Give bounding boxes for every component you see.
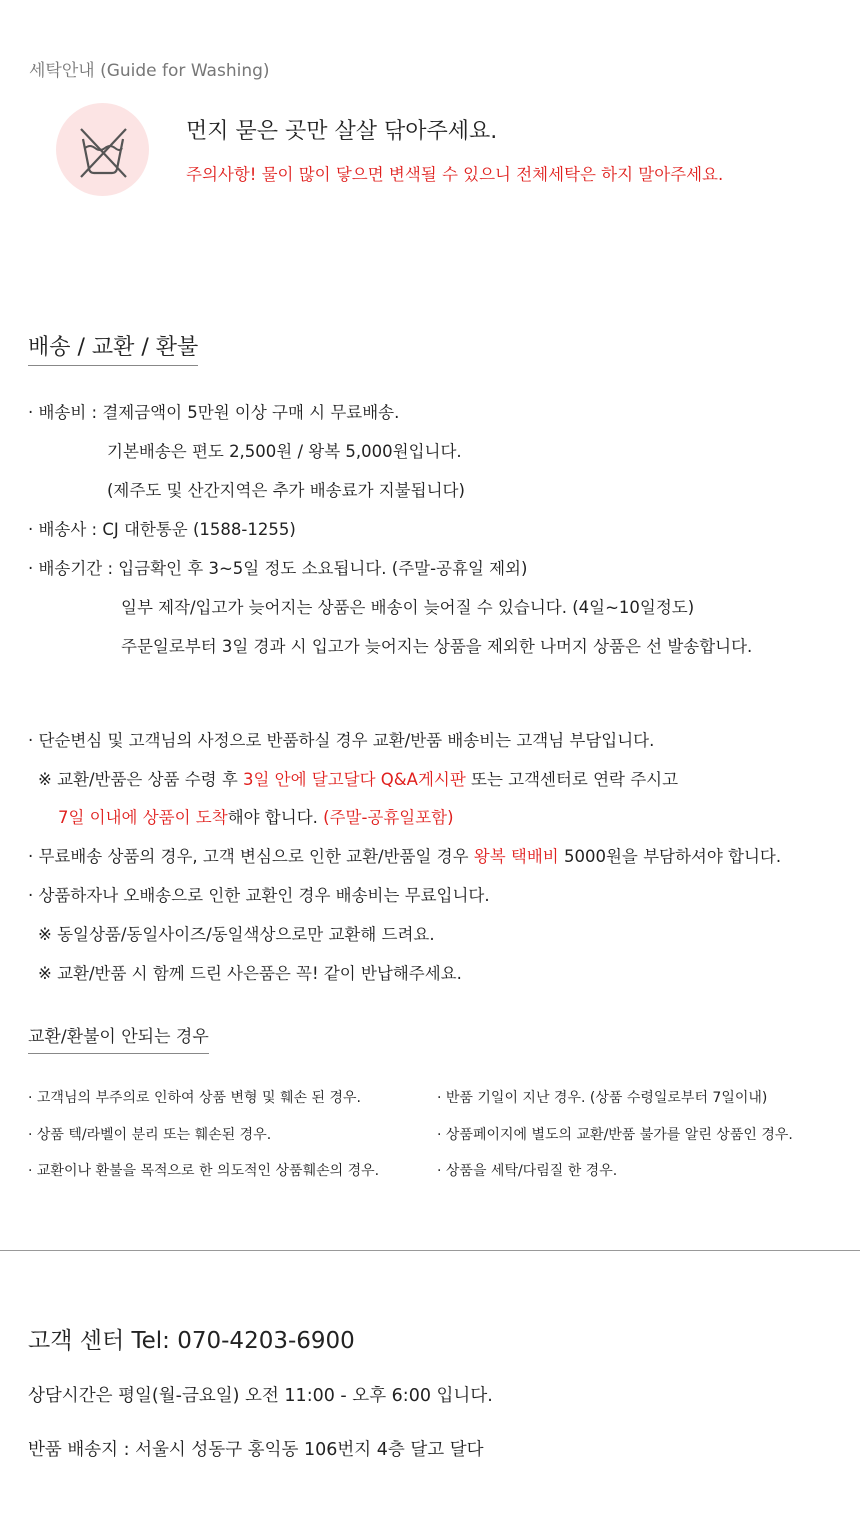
- customer-center-hours: 상담시간은 평일(월-금요일) 오전 11:00 - 오후 6:00 입니다.: [28, 1386, 493, 1406]
- shipping-fee-default: 기본배송은 편도 2,500원 / 왕복 5,000원입니다.: [107, 442, 462, 461]
- no-refund-heading: 교환/환불이 안되는 경우: [28, 1022, 209, 1054]
- shipping-period: · 배송기간 : 입금확인 후 3~5일 정도 소요됩니다. (주말-공휴일 제외): [28, 559, 528, 578]
- no-refund-item: · 반품 기일이 지난 경우. (상품 수령일로부터 7일이내): [437, 1090, 768, 1106]
- no-refund-item: · 상품을 세탁/다림질 한 경우.: [437, 1163, 618, 1179]
- exchange-same-item-note: ※ 동일상품/동일사이즈/동일색상으로만 교환해 드려요.: [38, 925, 435, 944]
- return-address: 반품 배송지 : 서울시 성동구 홍익동 106번지 4층 달고 달다: [28, 1440, 484, 1460]
- section-divider: [0, 1250, 860, 1251]
- shipping-period-note: 주문일로부터 3일 경과 시 입고가 늦어지는 상품을 제외한 나머지 상품은 선 발송합니다.: [121, 637, 753, 656]
- exchange-free-shipping-note: · 무료배송 상품의 경우, 고객 변심으로 인한 교환/반품일 경우 왕복 택배비 5000원을 부담하셔야 합니다.: [28, 847, 782, 866]
- shipping-fee: · 배송비 : 결제금액이 5만원 이상 구매 시 무료배송.: [28, 403, 400, 422]
- customer-center-title: 고객 센터 Tel: 070-4203-6900: [28, 1328, 355, 1354]
- shipping-section-heading: 배송 / 교환 / 환불: [28, 330, 198, 366]
- no-refund-item: · 상품 텍/라벨이 분리 또는 훼손된 경우.: [28, 1127, 272, 1143]
- washing-instruction: 먼지 묻은 곳만 살살 닦아주세요.: [186, 119, 498, 144]
- exchange-gift-note: ※ 교환/반품 시 함께 드린 사은품은 꼭! 같이 반납해주세요.: [38, 964, 462, 983]
- no-refund-item: · 고객님의 부주의로 인하여 상품 변형 및 훼손 된 경우.: [28, 1090, 361, 1106]
- shipping-courier: · 배송사 : CJ 대한통운 (1588-1255): [28, 520, 296, 539]
- exchange-contact-note: ※ 교환/반품은 상품 수령 후 3일 안에 달고달다 Q&A게시판 또는 고객센터로 연락 주시고: [38, 770, 679, 789]
- washing-guide-title: 세탁안내 (Guide for Washing): [29, 61, 270, 81]
- no-refund-item: · 상품페이지에 별도의 교환/반품 불가를 알린 상품인 경우.: [437, 1127, 793, 1143]
- washing-warning: 주의사항! 물이 많이 닿으면 변색될 수 있으니 전체세탁은 하지 말아주세요.: [186, 165, 724, 184]
- exchange-defect-note: · 상품하자나 오배송으로 인한 교환인 경우 배송비는 무료입니다.: [28, 886, 490, 905]
- no-wash-icon: [56, 103, 149, 196]
- shipping-period-delay: 일부 제작/입고가 늦어지는 상품은 배송이 늦어질 수 있습니다. (4일~10일정도): [121, 598, 695, 617]
- shipping-fee-extra: (제주도 및 산간지역은 추가 배송료가 지불됩니다): [107, 481, 465, 500]
- no-refund-item: · 교환이나 환불을 목적으로 한 의도적인 상품훼손의 경우.: [28, 1163, 380, 1179]
- exchange-cost-note: · 단순변심 및 고객님의 사정으로 반품하실 경우 교환/반품 배송비는 고객님 부담입니다.: [28, 731, 655, 750]
- exchange-deadline-note: 7일 이내에 상품이 도착해야 합니다. (주말-공휴일포함): [58, 808, 454, 827]
